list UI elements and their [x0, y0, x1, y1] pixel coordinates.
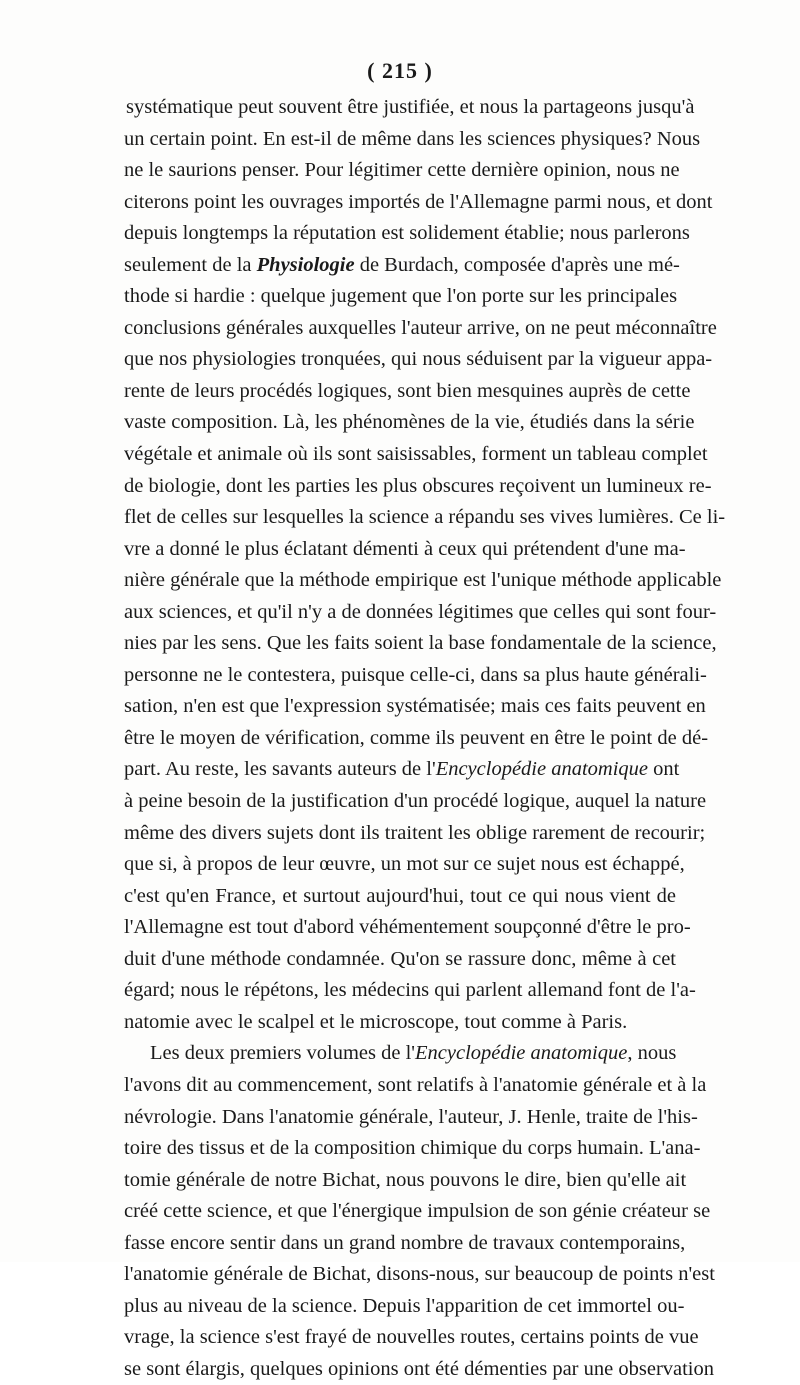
- italic-title-encyclopedie: Encyclopédie anatomique: [435, 758, 649, 781]
- text-line: vrage, la science s'est frayé de nouvelles routes, certains points de vue: [124, 1326, 699, 1349]
- text-line: personne ne le contestera, puisque celle-ci, dans sa plus haute générali-: [124, 663, 707, 686]
- text-line: nière générale que la méthode empirique est l'unique méthode applicable: [124, 569, 722, 592]
- text-line: c'est qu'en France, et surtout aujourd'hui, tout ce qui nous vient de: [124, 884, 676, 907]
- text-line: nies par les sens. Que les faits soient la base fondamentale de la science,: [124, 632, 717, 655]
- body-text: [124, 92, 726, 1385]
- text-line: depuis longtemps la réputation est solidement établie; nous parlerons: [124, 222, 690, 245]
- text-line: se sont élargis, quelques opinions ont été démenties par une observation: [124, 1357, 715, 1380]
- text-line: rente de leurs procédés logiques, sont bien mesquines auprès de cette: [124, 379, 691, 402]
- text-line: névrologie. Dans l'anatomie générale, l'auteur, J. Henle, traite de l'his-: [124, 1105, 698, 1128]
- italic-title-physiologie: Physiologie: [256, 253, 355, 276]
- text-line: tomie générale de notre Bichat, nous pouvons le dire, bien qu'elle ait: [124, 1168, 687, 1191]
- text-line: citerons point les ouvrages importés de l'Allemagne parmi nous, et dont: [124, 190, 713, 213]
- text-line: part. Au reste, les savants auteurs de l'Encyclopédie anatomique ont: [124, 758, 680, 781]
- text-line: de biologie, dont les parties les plus obscures reçoivent un lumineux re-: [124, 474, 712, 497]
- text-line: être le moyen de vérification, comme ils peuvent en être le point de dé-: [124, 726, 709, 749]
- text-line: flet de celles sur lesquelles la science a répandu ses vives lumières. Ce li-: [124, 506, 726, 529]
- text-line: égard; nous le répétons, les médecins qui parlent allemand font de l'a-: [124, 979, 696, 1002]
- text-line: Les deux premiers volumes de l'Encyclopédie anatomique, nous: [150, 1042, 677, 1065]
- page-number: ( 215 ): [367, 58, 433, 83]
- text-line: aux sciences, et qu'il n'y a de données légitimes que celles qui sont four-: [124, 600, 717, 623]
- text-line: plus au niveau de la science. Depuis l'apparition de cet immortel ou-: [124, 1294, 685, 1317]
- text-line: un certain point. En est-il de même dans les sciences physiques? Nous: [124, 127, 701, 150]
- text-line: systématique peut souvent être justifiée, et nous la partageons jusqu'à: [126, 96, 695, 118]
- text-line: même des divers sujets dont ils traitent les oblige rarement de recourir;: [124, 821, 706, 844]
- text-line: à peine besoin de la justification d'un procédé logique, auquel la nature: [124, 790, 707, 813]
- text-line: créé cette science, et que l'énergique impulsion de son génie créateur se: [124, 1200, 711, 1223]
- text-line: thode si hardie : quelque jugement que l'on porte sur les principales: [124, 285, 678, 308]
- text-line: que nos physiologies tronquées, qui nous séduisent par la vigueur appa-: [124, 348, 713, 371]
- text-line: natomie avec le scalpel et le microscope, tout comme à Paris.: [124, 1010, 628, 1033]
- text-line: sation, n'en est que l'expression systématisée; mais ces faits peuvent en: [124, 695, 706, 718]
- text-line: duit d'une méthode condamnée. Qu'on se rassure donc, même à cet: [124, 947, 676, 970]
- text-line: l'Allemagne est tout d'abord véhémentement soupçonné d'être le pro-: [124, 916, 691, 939]
- text-line: ne le saurions penser. Pour légitimer cette dernière opinion, nous ne: [124, 159, 680, 182]
- text-line: vre a donné le plus éclatant démenti à ceux qui prétendent d'une ma-: [124, 537, 686, 560]
- italic-title-encyclopedie: Encyclopédie anatomique: [415, 1042, 628, 1065]
- text-line: que si, à propos de leur œuvre, un mot sur ce sujet nous est échappé,: [124, 853, 685, 876]
- text-line: conclusions générales auxquelles l'auteur arrive, on ne peut méconnaître: [124, 316, 717, 339]
- text-line: l'avons dit au commencement, sont relatifs à l'anatomie générale et à la: [124, 1073, 707, 1096]
- text-line: toire des tissus et de la composition chimique du corps humain. L'ana-: [124, 1137, 701, 1160]
- text-line: vaste composition. Là, les phénomènes de la vie, étudiés dans la série: [124, 411, 695, 434]
- text-line: végétale et animale où ils sont saisissables, forment un tableau complet: [124, 443, 708, 466]
- text-line: l'anatomie générale de Bichat, disons-nous, sur beaucoup de points n'est: [124, 1263, 715, 1286]
- text-line: seulement de la Physiologie de Burdach, composée d'après une mé-: [124, 253, 680, 276]
- text-line: fasse encore sentir dans un grand nombre de travaux contemporains,: [124, 1231, 686, 1254]
